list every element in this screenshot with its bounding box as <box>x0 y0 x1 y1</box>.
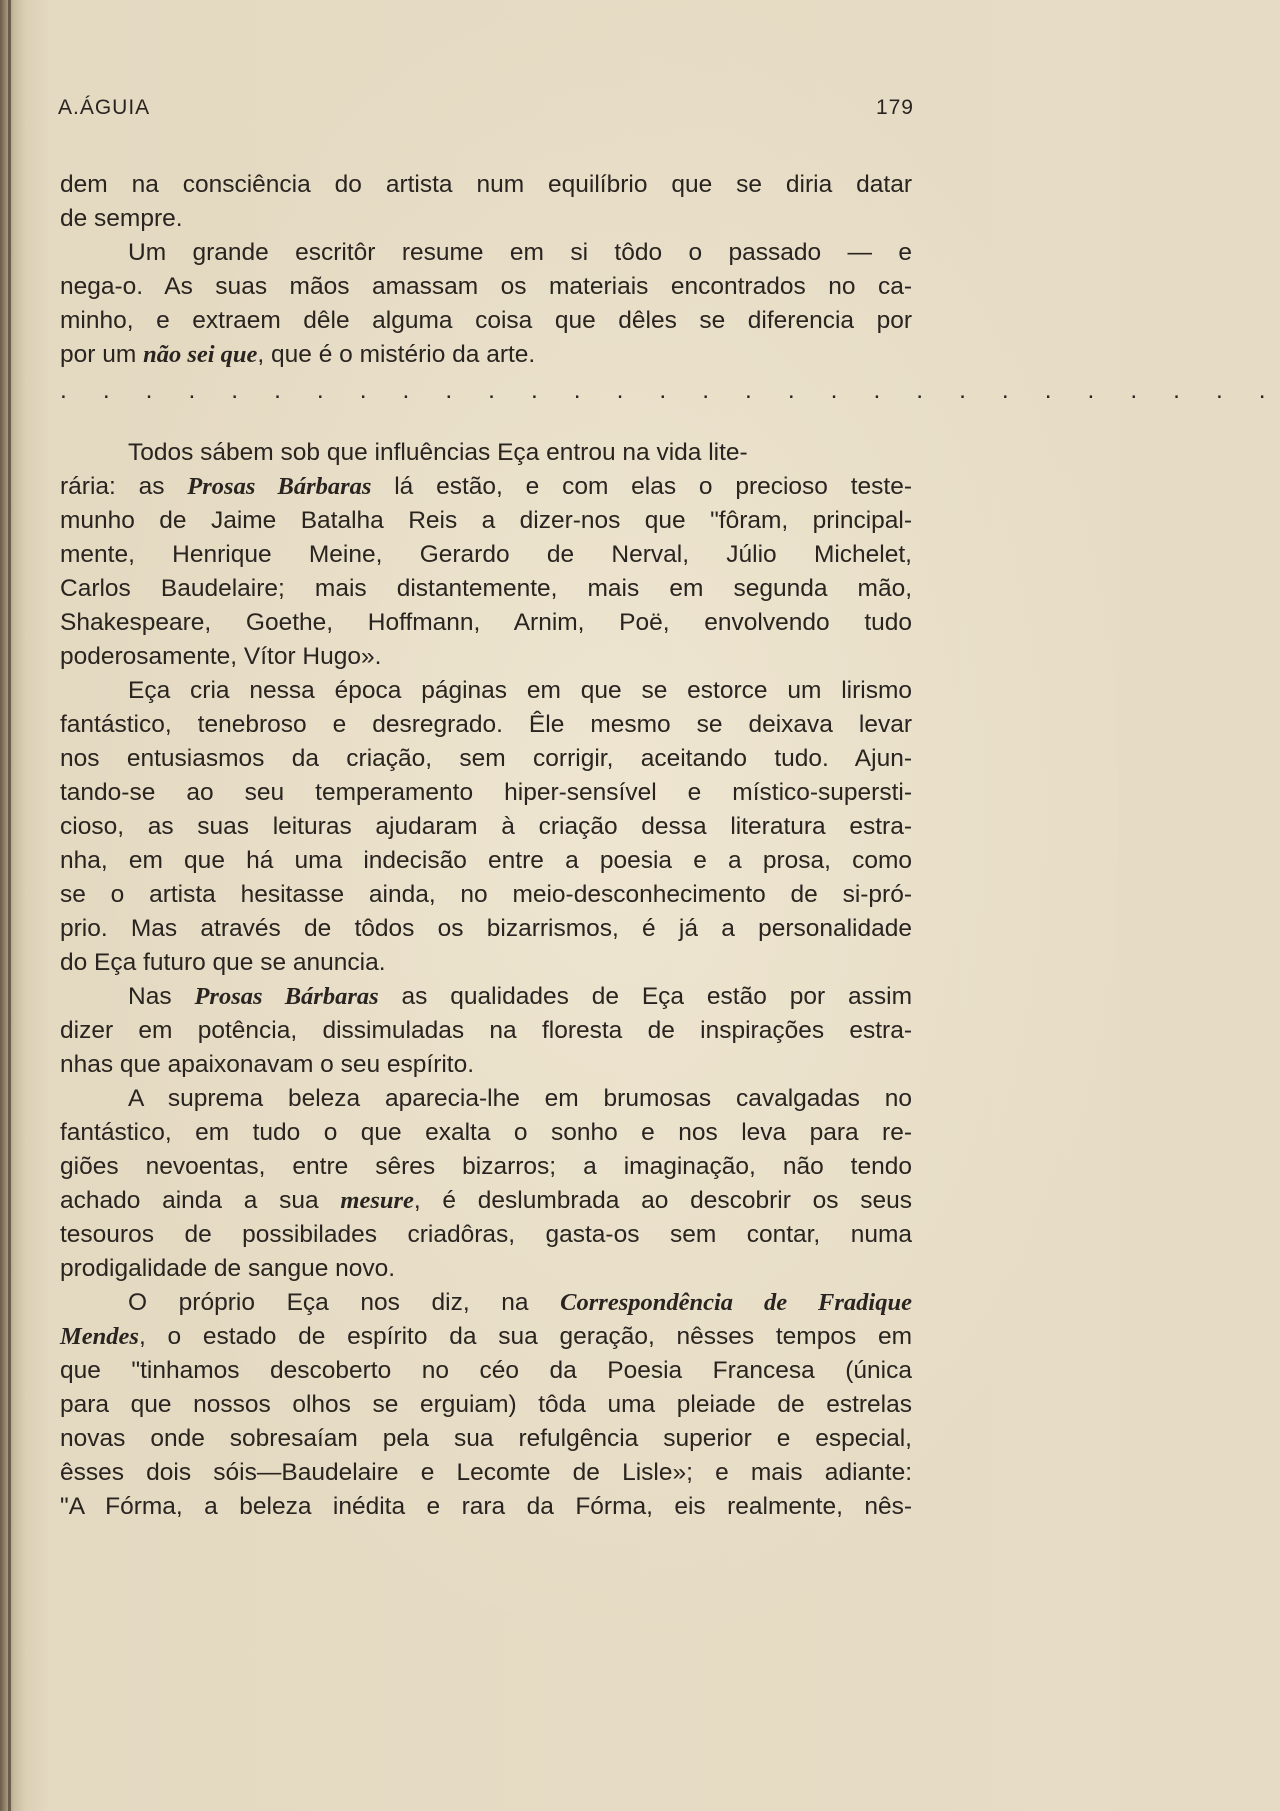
italic-title-text: não sei que <box>143 341 258 368</box>
text-run: prodigalidade de sangue novo. <box>60 1255 396 1282</box>
italic-title-text: Mendes <box>60 1323 139 1350</box>
text-line <box>60 674 912 708</box>
text-run: dem na consciência do artista num equilíbrio que se diria datar <box>60 171 912 198</box>
text-run: lá estão, e com elas o precioso teste- <box>371 473 913 500</box>
text-run: giões nevoentas, entre sêres bizarros; a imaginação, não tendo <box>60 1153 912 1180</box>
italic-title-text: Prosas Bárbaras <box>194 983 379 1010</box>
text-run: minho, e extraem dêle alguma coisa que dêles se diferencia por <box>60 307 912 334</box>
text-line <box>60 606 912 640</box>
text-line <box>60 538 912 572</box>
text-line <box>60 708 912 742</box>
text-line <box>60 168 912 202</box>
text-line <box>60 304 912 338</box>
text-line <box>60 1150 912 1184</box>
text-run: do Eça futuro que se anuncia. <box>60 949 386 976</box>
text-run: êsses dois sóis—Baudelaire e Lecomte de Lisle»; e mais adiante: <box>60 1459 912 1486</box>
text-run: "A Fórma, a beleza inédita e rara da Fórma, eis realmente, nês- <box>60 1493 912 1520</box>
text-run: A suprema beleza aparecia-lhe em brumosas cavalgadas no <box>128 1085 912 1112</box>
text-run: para que nossos olhos se erguiam) tôda uma pleiade de estrelas <box>60 1391 912 1418</box>
text-run: nha, em que há uma indecisão entre a poesia e a prosa, como <box>60 847 912 874</box>
text-run: fantástico, em tudo o que exalta o sonho e nos leva para re- <box>60 1119 912 1146</box>
page-number: 179 <box>875 96 914 119</box>
text-line <box>60 1184 912 1218</box>
text-run: poderosamente, Vítor Hugo». <box>60 643 382 670</box>
text-line <box>60 742 912 776</box>
text-line <box>60 270 912 304</box>
text-run: por um <box>60 341 144 368</box>
text-line <box>60 1320 912 1354</box>
italic-title-text: Correspondência de Fradique <box>560 1289 912 1316</box>
text-line <box>60 1218 912 1252</box>
text-line <box>60 776 912 810</box>
text-run: , é deslumbrada ao descobrir os seus <box>413 1187 912 1214</box>
text-line <box>60 1286 912 1320</box>
text-run: Nas <box>128 983 195 1010</box>
text-run: Shakespeare, Goethe, Hoffmann, Arnim, Poë, envolvendo tudo <box>60 609 912 636</box>
text-run: rária: as <box>60 473 188 500</box>
text-line <box>60 1082 912 1116</box>
text-run: tando-se ao seu temperamento hiper-sensível e místico-supersti- <box>60 779 912 806</box>
text-run: se o artista hesitasse ainda, no meio-desconhecimento de si-pró- <box>60 881 912 908</box>
text-run: O próprio Eça nos diz, na <box>128 1289 561 1316</box>
text-line <box>60 1048 912 1082</box>
text-run: mente, Henrique Meine, Gerardo de Nerval, Júlio Michelet, <box>60 541 912 568</box>
text-line <box>60 572 912 606</box>
text-line <box>60 338 912 372</box>
text-line <box>60 1490 912 1524</box>
text-line <box>60 1116 912 1150</box>
text-run: dizer em potência, dissimuladas na floresta de inspirações estra- <box>60 1017 912 1044</box>
text-line <box>60 236 912 270</box>
text-run: fantástico, tenebroso e desregrado. Êle mesmo se deixava levar <box>60 711 912 738</box>
text-run: nega-o. As suas mãos amassam os materiais encontrados no ca- <box>60 273 912 300</box>
text-line <box>60 980 912 1014</box>
text-line <box>60 1422 912 1456</box>
text-line <box>60 844 912 878</box>
running-title: A.ÁGUIA <box>58 96 151 119</box>
text-line <box>60 810 912 844</box>
text-run: que "tinhamos descoberto no céo da Poesia Francesa (única <box>60 1357 912 1384</box>
text-line <box>60 1014 912 1048</box>
text-line <box>60 436 912 470</box>
text-run: Todos sábem sob que influências Eça entrou na vida lite- <box>128 439 748 466</box>
text-run: de sempre. <box>60 205 183 232</box>
text-run: Eça cria nessa época páginas em que se estorce um lirismo <box>128 677 912 704</box>
text-run: prio. Mas através de tôdos os bizarrismos, é já a personalidade <box>60 915 912 942</box>
page-header <box>58 96 914 126</box>
text-line <box>60 470 912 504</box>
text-line <box>60 1354 912 1388</box>
text-line <box>60 878 912 912</box>
text-line <box>60 912 912 946</box>
text-line <box>60 1388 912 1422</box>
text-run: nos entusiasmos da criação, sem corrigir, aceitando tudo. Ajun- <box>60 745 912 772</box>
text-run: , o estado de espírito da sua geração, nêsses tempos em <box>138 1323 912 1350</box>
text-run: Um grande escritôr resume em si tôdo o passado — e <box>128 239 912 266</box>
text-run: tesouros de possibilades criadôras, gasta-os sem contar, numa <box>60 1221 912 1248</box>
text-run: Carlos Baudelaire; mais distantemente, mais em segunda mão, <box>60 575 912 602</box>
section-divider-dots: . . . . . . . . . . . . . . . . . . . . . . . . . . . . . <box>60 377 1280 404</box>
body-text <box>60 168 1280 1524</box>
book-spine-edge <box>8 0 11 1811</box>
text-run: munho de Jaime Batalha Reis a dizer-nos que "fôram, principal- <box>60 507 912 534</box>
text-line <box>60 202 912 236</box>
text-line <box>60 504 912 538</box>
text-run: achado ainda a sua <box>60 1187 341 1214</box>
text-run: as qualidades de Eça estão por assim <box>378 983 912 1010</box>
text-line <box>60 640 912 674</box>
text-line <box>60 1456 912 1490</box>
text-run: nhas que apaixonavam o seu espírito. <box>60 1051 475 1078</box>
text-run: novas onde sobresaíam pela sua refulgência superior e especial, <box>60 1425 912 1452</box>
text-line <box>60 1252 912 1286</box>
text-run: , que é o mistério da arte. <box>257 341 536 368</box>
text-run: cioso, as suas leituras ajudaram à criação dessa literatura estra- <box>60 813 912 840</box>
text-line <box>60 946 912 980</box>
italic-title-text: mesure <box>340 1187 414 1214</box>
italic-title-text: Prosas Bárbaras <box>187 473 372 500</box>
